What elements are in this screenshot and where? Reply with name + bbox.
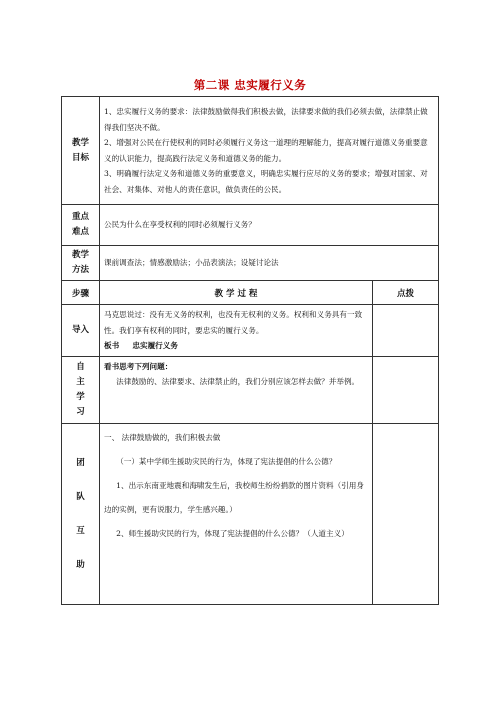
row-self-study — [62, 356, 439, 423]
lesson-plan-table — [61, 96, 439, 605]
row-intro — [62, 305, 439, 357]
self-study-heading: 看书思考下列问题： — [104, 361, 173, 371]
team-line: 一、 法律鼓励做的，我们积极去做 — [104, 432, 221, 442]
methods-text: 课前调查法；情感激励法；小品表演法；设疑讨论法 — [100, 246, 439, 281]
key-points-label-line1: 重点 — [71, 212, 89, 222]
objectives-label-line1: 教学 — [71, 137, 89, 148]
intro-text: 马克思说过：没有无义务的权利，也没有无权利的义务。权利和义务具有一致性。我们享有权利的同时，要忠实的履行义务。 — [104, 310, 363, 335]
intro-content — [100, 305, 373, 357]
row-header — [62, 281, 439, 305]
header-process: 教 学 过 程 — [100, 281, 373, 305]
team-line: 1、出示东南亚地震和海啸发生后，我校师生纷纷捐款的图片资料（引用身边的实例，更有说服力，学生感兴趣。） — [104, 480, 364, 514]
objective-item: 1、忠实履行义务的要求：法律鼓励做得我们积极去做，法律要求做的我们必须去做，法律禁止做得我们坚决不做。 — [104, 107, 428, 132]
self-study-content — [100, 356, 373, 423]
methods-label-line2: 方法 — [71, 265, 89, 275]
row-methods — [62, 246, 439, 281]
self-study-text: 法律鼓励的、法律要求、法律禁止的，我们分别应该怎样去做？并举例。 — [116, 377, 360, 386]
team-line: 2、师生援助灾民的行为，体现了宪法提倡的什么公德？（人道主义） — [116, 528, 349, 538]
key-points-text: 公民为什么在享受权利的同时必须履行义务？ — [100, 205, 439, 246]
board-text: 忠实履行义务 — [132, 341, 178, 350]
objectives-label-line2: 目标 — [71, 152, 89, 163]
board-line — [104, 338, 368, 354]
team-label — [62, 423, 100, 604]
self-study-char: 习 — [76, 406, 85, 417]
team-tips — [373, 423, 439, 604]
team-char: 互 — [76, 525, 85, 536]
key-points-label-line2: 难点 — [71, 227, 89, 237]
key-points-label — [62, 205, 100, 246]
row-key-points — [62, 205, 439, 246]
header-step: 步骤 — [62, 281, 100, 305]
self-study-label — [62, 356, 100, 423]
team-content — [100, 423, 373, 604]
page-title: 第二课 忠实履行义务 — [193, 78, 307, 92]
team-char: 团 — [76, 457, 85, 468]
objective-item: 2、增强对公民在行使权利的同时必须履行义务这一道理的理解能力，提高对履行道德义务重要意义的认识能力，提高践行法定义务和道德义务的能力。 — [104, 138, 428, 163]
intro-label: 导入 — [62, 305, 100, 357]
self-study-char: 学 — [76, 391, 85, 402]
methods-label-line1: 教学 — [71, 250, 89, 260]
row-team — [62, 423, 439, 604]
team-char: 助 — [76, 559, 85, 570]
objective-item: 3、明确履行法定义务和道德义务的重要意义，明确忠实履行应尽的义务的要求；增强对国家、对社会、对集体、对他人的责任意识，做负责任的公民。 — [104, 169, 428, 194]
self-study-char: 主 — [76, 376, 85, 387]
header-tips: 点拨 — [373, 281, 439, 305]
intro-tips — [373, 305, 439, 357]
methods-label — [62, 246, 100, 281]
self-study-tips — [373, 356, 439, 423]
team-line: （一）某中学师生援助灾民的行为，体现了宪法提倡的什么公德？ — [116, 456, 337, 466]
self-study-char: 自 — [76, 361, 85, 372]
objectives-label — [62, 97, 100, 205]
team-char: 队 — [76, 491, 85, 502]
board-label: 板书 — [104, 341, 120, 350]
objectives-content — [100, 97, 439, 205]
row-objectives — [62, 97, 439, 205]
